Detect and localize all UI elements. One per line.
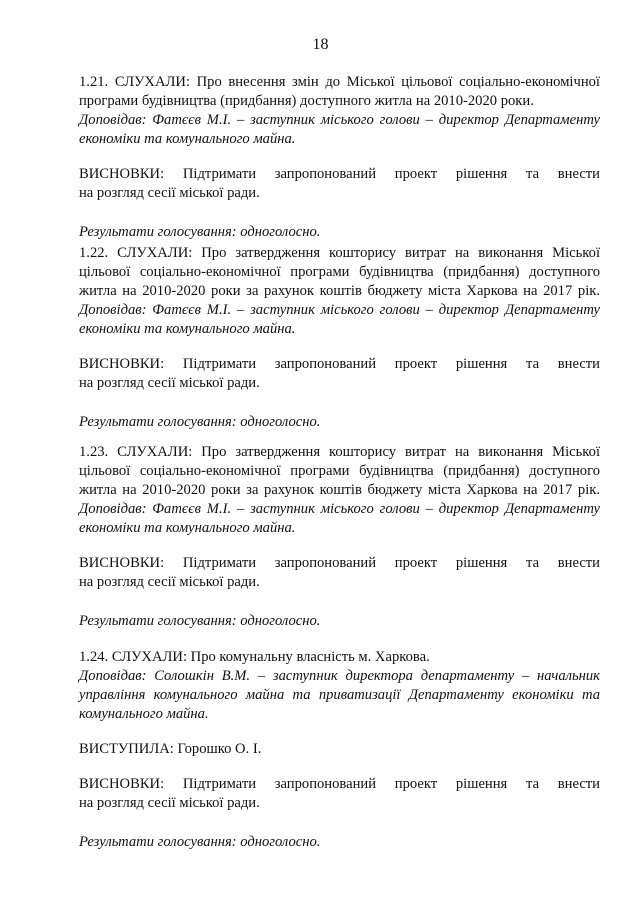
conclusion-line: на розгляд сесії міської ради. — [79, 375, 260, 391]
spoke-line: ВИСТУПИЛА: Горошко О. І. — [79, 741, 262, 757]
conclusion-line: на розгляд сесії міської ради. — [79, 185, 260, 201]
speaker-line: економіки та комунального майна. — [79, 131, 296, 147]
conclusion-line: на розгляд сесії міської ради. — [79, 574, 260, 590]
agenda-item-1-24 — [79, 648, 600, 852]
speaker-line: економіки та комунального майна. — [79, 520, 296, 536]
voting-result: Результати голосування: одноголосно. — [79, 613, 321, 629]
heard-line: 1.23. СЛУХАЛИ: Про затвердження кошторису витрат на виконання Міської — [79, 444, 600, 460]
heard-line: програми будівництва (придбання) доступного житла на 2010-2020 роки. — [79, 93, 534, 109]
heard-line: 1.22. СЛУХАЛИ: Про затвердження кошторису витрат на виконання Міської — [79, 245, 600, 261]
heard-line: цільової соціально-економічної програми будівництва (придбання) доступного — [79, 463, 600, 479]
conclusion-line: ВИСНОВКИ: Підтримати запропонований проект рішення та внести — [79, 356, 600, 372]
heard-line: 1.24. СЛУХАЛИ: Про комунальну власність м. Харкова. — [79, 649, 430, 665]
agenda-item-1-21 — [79, 73, 600, 242]
agenda-item-1-23 — [79, 443, 600, 631]
heard-line: житла на 2010-2020 роки за рахунок коштів бюджету міста Харкова на 2017 рік. — [79, 283, 600, 299]
conclusion-line: на розгляд сесії міської ради. — [79, 795, 260, 811]
speaker-line: Доповідав: Фатєєв М.І. – заступник міського голови – директор Департаменту — [79, 501, 600, 517]
voting-result: Результати голосування: одноголосно. — [79, 224, 321, 240]
speaker-line: економіки та комунального майна. — [79, 321, 296, 337]
heard-line: житла на 2010-2020 роки за рахунок коштів бюджету міста Харкова на 2017 рік. — [79, 482, 600, 498]
speaker-line: Доповідав: Фатєєв М.І. – заступник міського голови – директор Департаменту — [79, 112, 600, 128]
speaker-line: Доповідав: Фатєєв М.І. – заступник міського голови – директор Департаменту — [79, 302, 600, 318]
conclusion-line: ВИСНОВКИ: Підтримати запропонований проект рішення та внести — [79, 166, 600, 182]
voting-result: Результати голосування: одноголосно. — [79, 414, 321, 430]
speaker-line: комунального майна. — [79, 706, 209, 722]
conclusion-line: ВИСНОВКИ: Підтримати запропонований проект рішення та внести — [79, 555, 600, 571]
conclusion-line: ВИСНОВКИ: Підтримати запропонований проект рішення та внести — [79, 776, 600, 792]
page-number: 18 — [312, 36, 329, 53]
agenda-item-1-22 — [79, 244, 600, 432]
heard-line: 1.21. СЛУХАЛИ: Про внесення змін до Міської цільової соціально-економічної — [79, 74, 600, 90]
speaker-line: Доповідав: Солошкін В.М. – заступник директора департаменту – начальник — [79, 668, 600, 684]
heard-line: цільової соціально-економічної програми будівництва (придбання) доступного — [79, 264, 600, 280]
voting-result: Результати голосування: одноголосно. — [79, 834, 321, 850]
speaker-line: управління комунального майна та приватизації Департаменту економіки та — [79, 687, 600, 703]
